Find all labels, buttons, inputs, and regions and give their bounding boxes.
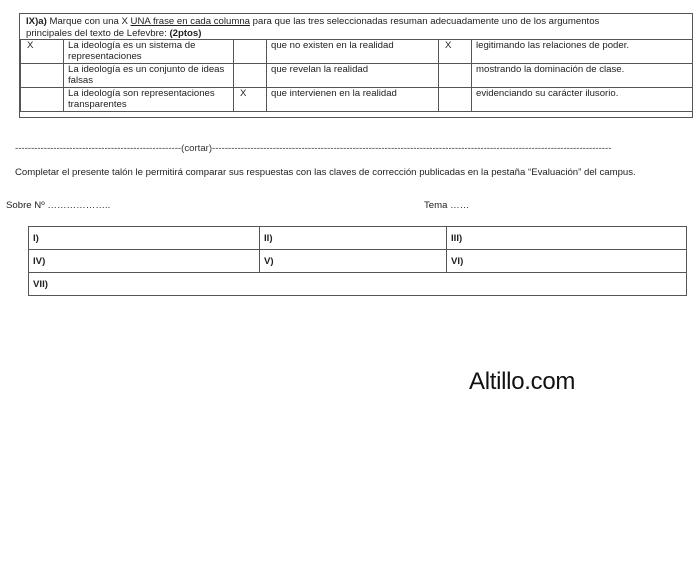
table-row: [21, 64, 693, 88]
sobre-field: Sobre Nº ………………..: [6, 200, 111, 211]
mark-cell[interactable]: [439, 88, 472, 112]
option-cell: La ideología son representaciones transparentes: [64, 88, 234, 112]
table-row: [29, 227, 687, 250]
mark-cell[interactable]: [234, 40, 267, 64]
option-cell: mostrando la dominación de clase.: [472, 64, 693, 88]
table-row: [29, 250, 687, 273]
question-rest-line1: para que las tres seleccionadas resuman adecuadamente uno de los argumentos: [252, 16, 600, 27]
option-cell: La ideología es un conjunto de ideas falsas: [64, 64, 234, 88]
option-cell: que revelan la realidad: [267, 64, 439, 88]
question-title: [26, 16, 686, 39]
option-cell: La ideología es un sistema de representaciones: [64, 40, 234, 64]
question-number: IX)a): [26, 16, 47, 27]
option-cell: legitimando las relaciones de poder.: [472, 40, 693, 64]
answer-cell-iv[interactable]: IV): [29, 250, 260, 273]
mark-cell[interactable]: [234, 64, 267, 88]
mark-cell[interactable]: [21, 88, 64, 112]
answer-cell-i[interactable]: I): [29, 227, 260, 250]
mark-cell[interactable]: X: [21, 40, 64, 64]
answer-cell-ii[interactable]: II): [260, 227, 447, 250]
brand-watermark: Altillo.com: [469, 368, 576, 395]
question-points: (2ptos): [169, 27, 202, 39]
question-rest-line2: principales del texto de Lefevbre:: [26, 27, 167, 39]
options-table: [20, 39, 693, 112]
cut-line: ----------------------------------------------------(cortar)-----------------------------------------------------------------------------------------------------------------------------: [15, 143, 612, 154]
question-underlined: UNA frase en cada columna: [130, 16, 250, 27]
option-cell: que no existen en la realidad: [267, 40, 439, 64]
option-cell: evidenciando su carácter ilusorio.: [472, 88, 693, 112]
table-row: [21, 40, 693, 64]
answer-cell-v[interactable]: V): [260, 250, 447, 273]
mark-cell[interactable]: [439, 64, 472, 88]
option-cell: que intervienen en la realidad: [267, 88, 439, 112]
answer-cell-iii[interactable]: III): [447, 227, 687, 250]
instructions-text: Completar el presente talón le permitirá comparar sus respuestas con las claves de corrección publicadas en la pestaña “Evaluación” del campus.: [15, 167, 636, 178]
mark-cell[interactable]: [21, 64, 64, 88]
mark-cell[interactable]: X: [439, 40, 472, 64]
question-prefix: Marque con una X: [49, 16, 128, 27]
answer-grid: [28, 226, 687, 296]
table-row: [21, 88, 693, 112]
answer-cell-vii[interactable]: VII): [29, 273, 687, 296]
answer-cell-vi[interactable]: VI): [447, 250, 687, 273]
tema-field: Tema ……: [424, 200, 470, 211]
question-box: [19, 13, 693, 118]
table-row: [29, 273, 687, 296]
mark-cell[interactable]: X: [234, 88, 267, 112]
